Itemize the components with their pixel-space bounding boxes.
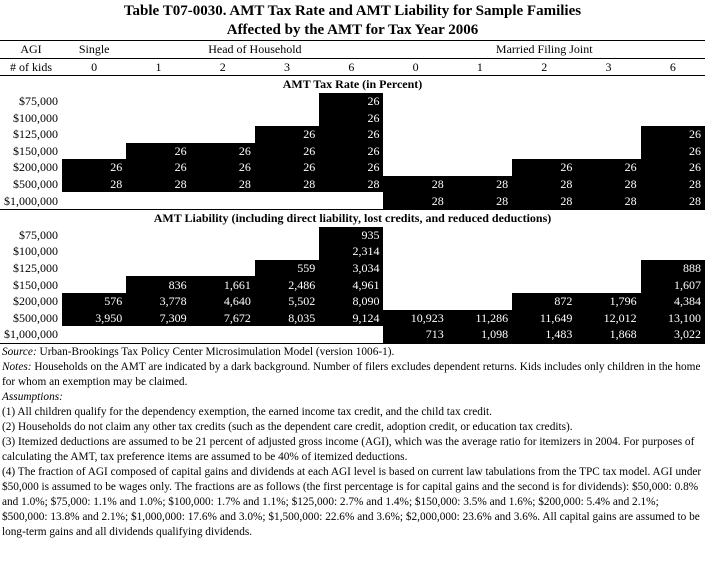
- table-row: [0, 243, 705, 260]
- table-row: [0, 293, 705, 310]
- empty-cell: [191, 326, 255, 343]
- empty-cell: [383, 159, 447, 176]
- empty-cell: [126, 109, 190, 126]
- empty-cell: [383, 126, 447, 143]
- empty-cell: [191, 126, 255, 143]
- empty-cell: [641, 227, 705, 244]
- empty-cell: [383, 243, 447, 260]
- amt-cell: 3,778: [126, 293, 190, 310]
- empty-cell: [512, 276, 576, 293]
- amt-cell: 28: [191, 176, 255, 193]
- empty-cell: [126, 260, 190, 277]
- empty-cell: [126, 326, 190, 343]
- amt-cell: 26: [641, 143, 705, 160]
- table-row: [0, 227, 705, 244]
- empty-cell: [255, 243, 319, 260]
- amt-cell: 1,661: [191, 276, 255, 293]
- empty-cell: [448, 227, 512, 244]
- empty-cell: [576, 126, 640, 143]
- kids-header: # of kids: [0, 58, 62, 76]
- amt-cell: 26: [126, 159, 190, 176]
- kids-count-cell: 1: [126, 58, 190, 76]
- amt-cell: 3,022: [641, 326, 705, 343]
- amt-cell: 28: [255, 176, 319, 193]
- table-title: [0, 0, 705, 40]
- mfj-header: Married Filing Joint: [383, 41, 705, 59]
- amt-cell: 836: [126, 276, 190, 293]
- amt-cell: 935: [319, 227, 383, 244]
- table-row: [0, 93, 705, 110]
- empty-cell: [62, 126, 126, 143]
- empty-cell: [576, 93, 640, 110]
- agi-label: $75,000: [19, 94, 58, 109]
- amt-cell: 26: [576, 159, 640, 176]
- table-row: [0, 109, 705, 126]
- empty-cell: [383, 227, 447, 244]
- empty-cell: [512, 260, 576, 277]
- amt-table: [0, 40, 705, 344]
- table-row: [0, 310, 705, 327]
- amt-cell: 11,286: [448, 310, 512, 327]
- amt-cell: 576: [62, 293, 126, 310]
- amt-cell: 26: [255, 143, 319, 160]
- source-label: Source:: [2, 345, 37, 358]
- amt-cell: 4,961: [319, 276, 383, 293]
- amt-cell: 28: [448, 192, 512, 209]
- empty-cell: [62, 109, 126, 126]
- kids-count-cell: 0: [383, 58, 447, 76]
- amt-cell: 872: [512, 293, 576, 310]
- header-row-kids: [0, 58, 705, 76]
- amt-cell: 28: [383, 192, 447, 209]
- kids-count-cell: 6: [641, 58, 705, 76]
- kids-count-cell: 0: [62, 58, 126, 76]
- amt-cell: 26: [255, 126, 319, 143]
- empty-cell: [62, 93, 126, 110]
- agi-label: $1,000,000: [0, 326, 62, 343]
- empty-cell: [62, 260, 126, 277]
- kids-count-cell: 1: [448, 58, 512, 76]
- title-line-1: Table T07-0030. AMT Tax Rate and AMT Liability for Sample Families: [123, 3, 582, 19]
- amt-cell: 28: [383, 176, 447, 193]
- empty-cell: [191, 109, 255, 126]
- empty-cell: [448, 109, 512, 126]
- amt-cell: 13,100: [641, 310, 705, 327]
- agi-label: $100,000: [13, 110, 58, 125]
- amt-cell: 5,502: [255, 293, 319, 310]
- agi-label: $500,000: [13, 310, 58, 325]
- empty-cell: [576, 109, 640, 126]
- empty-cell: [512, 143, 576, 160]
- empty-cell: [255, 109, 319, 126]
- empty-cell: [512, 227, 576, 244]
- kids-count-cell: 3: [576, 58, 640, 76]
- agi-label: $125,000: [13, 127, 58, 142]
- amt-cell: 1,796: [576, 293, 640, 310]
- empty-cell: [191, 243, 255, 260]
- agi-label: $75,000: [19, 227, 58, 242]
- amt-cell: 26: [319, 109, 383, 126]
- empty-cell: [126, 243, 190, 260]
- empty-cell: [383, 109, 447, 126]
- header-row-filing-status: [0, 41, 705, 59]
- assumptions-label: Assumptions:: [2, 390, 63, 403]
- empty-cell: [383, 93, 447, 110]
- notes-text: Households on the AMT are indicated by a dark background. Number of filers excludes dependent returns. Kids includes only children in the home for whom an exemption may be claimed.: [2, 360, 701, 388]
- empty-cell: [448, 143, 512, 160]
- empty-cell: [126, 93, 190, 110]
- empty-cell: [62, 243, 126, 260]
- kids-count-cell: 3: [255, 58, 319, 76]
- amt-cell: 8,035: [255, 310, 319, 327]
- empty-cell: [641, 243, 705, 260]
- empty-cell: [191, 93, 255, 110]
- amt-cell: 11,649: [512, 310, 576, 327]
- empty-cell: [319, 326, 383, 343]
- amt-cell: 9,124: [319, 310, 383, 327]
- agi-header: AGI: [0, 41, 62, 59]
- notes-block: [0, 344, 705, 540]
- table-row: [0, 143, 705, 160]
- amt-cell: 26: [512, 159, 576, 176]
- amt-cell: 559: [255, 260, 319, 277]
- amt-cell: 888: [641, 260, 705, 277]
- amt-cell: 28: [126, 176, 190, 193]
- assumption-3: (3) Itemized deductions are assumed to be 21 percent of adjusted gross income (AGI), which was the average ratio for itemizers in 2004. For purposes of calculating the AMT, tax preference items are assumed to be 40% of itemized deductions.: [2, 435, 695, 463]
- amt-cell: 28: [641, 192, 705, 209]
- amt-cell: 10,923: [383, 310, 447, 327]
- assumptions-heading: [2, 390, 703, 405]
- amt-cell: 28: [576, 192, 640, 209]
- empty-cell: [512, 243, 576, 260]
- amt-cell: 26: [319, 126, 383, 143]
- agi-label: $150,000: [13, 143, 58, 158]
- empty-cell: [62, 227, 126, 244]
- empty-cell: [576, 227, 640, 244]
- amt-cell: 26: [255, 159, 319, 176]
- amt-cell: 26: [191, 143, 255, 160]
- empty-cell: [448, 93, 512, 110]
- amt-cell: 713: [383, 326, 447, 343]
- single-header: Single: [62, 41, 126, 59]
- empty-cell: [126, 192, 190, 209]
- empty-cell: [448, 293, 512, 310]
- table-row: [0, 276, 705, 293]
- empty-cell: [191, 260, 255, 277]
- amt-cell: 26: [319, 143, 383, 160]
- amt-cell: 26: [319, 93, 383, 110]
- amt-cell: 28: [512, 192, 576, 209]
- empty-cell: [62, 192, 126, 209]
- section-header-row: [0, 76, 705, 93]
- table-row: [0, 126, 705, 143]
- section-title: AMT Tax Rate (in Percent): [282, 77, 423, 92]
- kids-count-cell: 6: [319, 58, 383, 76]
- amt-cell: 26: [641, 126, 705, 143]
- empty-cell: [512, 109, 576, 126]
- amt-cell: 26: [62, 159, 126, 176]
- agi-label: $125,000: [13, 261, 58, 276]
- empty-cell: [383, 293, 447, 310]
- amt-cell: 3,034: [319, 260, 383, 277]
- assumption-4: (4) The fraction of AGI composed of capital gains and dividends at each AGI level is based on current law tabulations from the TPC tax model. AGI under $50,000 is assumed to be wages only. The fractions are as follows (the first percentage is for capital gains and the second is for dividends): $50,000: 0.8% and 1.0%; $75,000: 1.1% and 1.0%; $100,000: 1.7% and 1.1%; $125,000: 2.7% and 1.4%; $150,000: 3.5% and 1.6%; $200,000: 5.4% and 2.1%; $500,000: 13.8% and 2.1%; $1,000,000: 17.6% and 3.0%; $1,500,000: 22.6% and 3.6%; $2,000,000: 23.6% and 3.6%. All capital gains are assumed to be long-term gains and all dividends qualifying dividends.: [2, 465, 702, 538]
- empty-cell: [191, 192, 255, 209]
- empty-cell: [512, 93, 576, 110]
- amt-cell: 2,314: [319, 243, 383, 260]
- source-text: Urban-Brookings Tax Policy Center Microsimulation Model (version 1006-1).: [36, 345, 395, 358]
- agi-label: $200,000: [13, 294, 58, 309]
- notes-note: [2, 360, 703, 390]
- agi-label: $100,000: [13, 244, 58, 259]
- table-row: [0, 176, 705, 193]
- hoh-header: Head of Household: [126, 41, 383, 59]
- notes-label: Notes:: [2, 360, 32, 373]
- empty-cell: [383, 260, 447, 277]
- agi-label: $1,000,000: [0, 192, 62, 209]
- agi-label: $500,000: [13, 177, 58, 192]
- empty-cell: [576, 276, 640, 293]
- empty-cell: [255, 93, 319, 110]
- amt-cell: 28: [512, 176, 576, 193]
- amt-cell: 26: [191, 159, 255, 176]
- empty-cell: [448, 126, 512, 143]
- amt-cell: 28: [641, 176, 705, 193]
- amt-cell: 3,950: [62, 310, 126, 327]
- amt-cell: 26: [641, 159, 705, 176]
- empty-cell: [126, 227, 190, 244]
- amt-cell: 1,868: [576, 326, 640, 343]
- amt-cell: 1,483: [512, 326, 576, 343]
- title-line-2: Affected by the AMT for Tax Year 2006: [226, 22, 479, 38]
- empty-cell: [383, 276, 447, 293]
- assumption-1: (1) All children qualify for the dependency exemption, the earned income tax credit, and the child tax credit.: [2, 405, 492, 418]
- amt-cell: 4,640: [191, 293, 255, 310]
- empty-cell: [448, 243, 512, 260]
- empty-cell: [512, 126, 576, 143]
- empty-cell: [641, 93, 705, 110]
- amt-cell: 26: [126, 143, 190, 160]
- empty-cell: [576, 243, 640, 260]
- empty-cell: [383, 143, 447, 160]
- assumption-2: (2) Households do not claim any other tax credits (such as the dependent care credit, adoption credit, or education tax credits).: [2, 420, 573, 433]
- amt-cell: 28: [319, 176, 383, 193]
- empty-cell: [62, 326, 126, 343]
- empty-cell: [255, 192, 319, 209]
- amt-cell: 7,309: [126, 310, 190, 327]
- amt-cell: 7,672: [191, 310, 255, 327]
- amt-cell: 4,384: [641, 293, 705, 310]
- empty-cell: [448, 159, 512, 176]
- empty-cell: [448, 260, 512, 277]
- amt-cell: 2,486: [255, 276, 319, 293]
- empty-cell: [62, 143, 126, 160]
- amt-cell: 26: [319, 159, 383, 176]
- table-row: [0, 260, 705, 277]
- source-note: [2, 345, 703, 360]
- empty-cell: [319, 192, 383, 209]
- empty-cell: [126, 126, 190, 143]
- section-title: AMT Liability (including direct liability, lost credits, and reduced deductions): [153, 211, 552, 226]
- table-row: [0, 326, 705, 343]
- empty-cell: [641, 109, 705, 126]
- empty-cell: [576, 143, 640, 160]
- amt-cell: 1,607: [641, 276, 705, 293]
- agi-label: $150,000: [13, 277, 58, 292]
- empty-cell: [255, 326, 319, 343]
- section-header-row: [0, 209, 705, 226]
- empty-cell: [255, 227, 319, 244]
- table-row: [0, 192, 705, 209]
- empty-cell: [62, 276, 126, 293]
- amt-cell: 12,012: [576, 310, 640, 327]
- kids-count-cell: 2: [512, 58, 576, 76]
- empty-cell: [448, 276, 512, 293]
- amt-cell: 28: [576, 176, 640, 193]
- amt-cell: 1,098: [448, 326, 512, 343]
- agi-label: $200,000: [13, 160, 58, 175]
- empty-cell: [191, 227, 255, 244]
- amt-cell: 28: [448, 176, 512, 193]
- amt-cell: 28: [62, 176, 126, 193]
- kids-count-cell: 2: [191, 58, 255, 76]
- table-row: [0, 159, 705, 176]
- empty-cell: [576, 260, 640, 277]
- amt-cell: 8,090: [319, 293, 383, 310]
